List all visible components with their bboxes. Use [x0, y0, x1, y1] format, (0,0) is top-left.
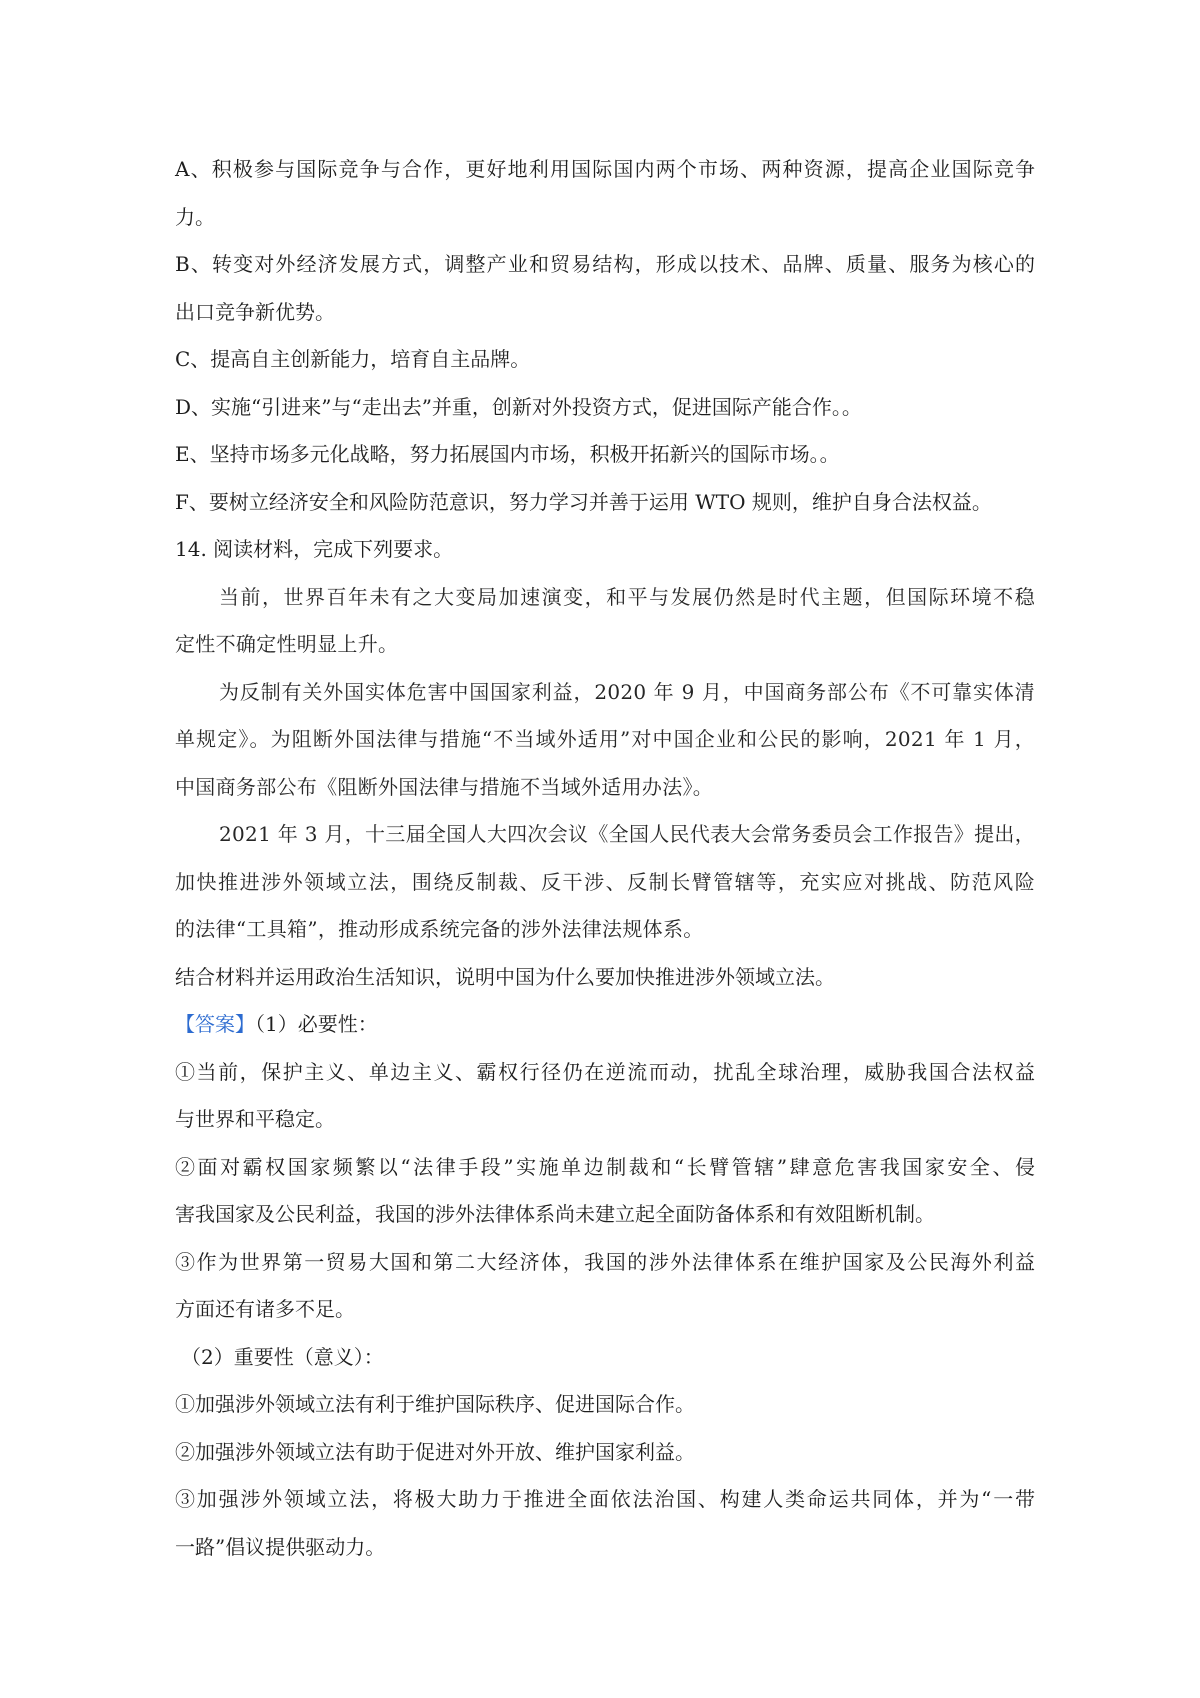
document-page — [175, 146, 1035, 1571]
answer-line: ②加强涉外领域立法有助于促进对外开放、维护国家利益。 — [175, 1439, 695, 1464]
answer-line: ①当前，保护主义、单边主义、霸权行径仍在逆流而动，扰乱全球治理，威胁我国合法权益 — [175, 1059, 1035, 1084]
answer-line: ③加强涉外领域立法，将极大助力于推进全面依法治国、构建人类命运共同体，并为“一带 — [175, 1487, 1035, 1511]
question-material — [175, 574, 1035, 954]
necessity-item — [175, 1049, 1035, 1144]
material-paragraph — [175, 574, 1035, 669]
question-prompt: 结合材料并运用政治生活知识，说明中国为什么要加快推进涉外领域立法。 — [175, 964, 835, 989]
option-b — [175, 241, 1035, 336]
material-line: 的法律“工具箱”，推动形成系统完备的涉外法律法规体系。 — [175, 917, 704, 941]
material-line: 当前，世界百年未有之大变局加速演变，和平与发展仍然是时代主题，但国际环境不稳 — [219, 584, 1035, 609]
answer-line: 方面还有诸多不足。 — [175, 1297, 355, 1321]
necessity-item — [175, 1239, 1035, 1334]
significance-item — [175, 1381, 1035, 1429]
option-line: D、实施“引进来”与“走出去”并重，创新对外投资方式，促进国际产能合作。。 — [175, 394, 862, 419]
option-d — [175, 384, 1035, 432]
answer-line: 一路”倡议提供驱动力。 — [175, 1534, 386, 1559]
option-f — [175, 479, 1035, 527]
material-line: 为反制有关外国实体危害中国国家利益，2020 年 9 月，中国商务部公布《不可靠实体清 — [219, 679, 1035, 704]
answer-line: ③作为世界第一贸易大国和第二大经济体，我国的涉外法律体系在维护国家及公民海外利益 — [175, 1249, 1035, 1274]
option-line: B、转变对外经济发展方式，调整产业和贸易结构，形成以技术、品牌、质量、服务为核心的 — [175, 252, 1035, 276]
question-stem: 14. 阅读材料，完成下列要求。 — [175, 537, 454, 561]
material-paragraph — [175, 669, 1035, 812]
option-a — [175, 146, 1035, 241]
answer-line: ②面对霸权国家频繁以“法律手段”实施单边制裁和“长臂管辖”肆意危害我国家安全、侵 — [175, 1154, 1035, 1179]
answer-label: 【答案】 — [175, 1012, 255, 1036]
material-line: 中国商务部公布《阻断外国法律与措施不当域外适用办法》。 — [175, 774, 714, 799]
option-c — [175, 336, 1035, 384]
answer-line: 害我国家及公民利益，我国的涉外法律体系尚未建立起全面防备体系和有效阻断机制。 — [175, 1202, 935, 1226]
necessity-heading: （1）必要性： — [255, 1012, 378, 1036]
answer-heading — [175, 1001, 1035, 1049]
necessity-item — [175, 1144, 1035, 1239]
significance-heading: （2）重要性（意义）： — [181, 1344, 384, 1369]
option-e — [175, 431, 1035, 479]
answer-line: 与世界和平稳定。 — [175, 1107, 335, 1131]
material-line: 加快推进涉外领域立法，围绕反制裁、反干涉、反制长臂管辖等，充实应对挑战、防范风险 — [175, 869, 1035, 894]
significance-item — [175, 1476, 1035, 1571]
material-paragraph — [175, 811, 1035, 954]
material-line: 2021 年 3 月，十三届全国人大四次会议《全国人民代表大会常务委员会工作报告》提出， — [219, 822, 1035, 846]
significance-item — [175, 1429, 1035, 1477]
option-line: 力。 — [175, 204, 215, 229]
option-line: A、积极参与国际竞争与合作，更好地利用国际国内两个市场、两种资源，提高企业国际竞争 — [175, 157, 1035, 181]
option-line: C、提高自主创新能力，培育自主品牌。 — [175, 347, 531, 371]
option-line: F、要树立经济安全和风险防范意识，努力学习并善于运用 WTO 规则，维护自身合法权益。 — [175, 489, 992, 514]
option-line: E、坚持市场多元化战略，努力拓展国内市场，积极开拓新兴的国际市场。。 — [175, 442, 840, 466]
material-line: 定性不确定性明显上升。 — [175, 632, 399, 656]
answer-line: ①加强涉外领域立法有利于维护国际秩序、促进国际合作。 — [175, 1392, 695, 1416]
option-line: 出口竞争新优势。 — [175, 299, 335, 324]
material-line: 单规定》。为阻断外国法律与措施“不当域外适用”对中国企业和公民的影响，2021 年 1 月， — [175, 727, 1035, 751]
answer-section — [175, 1001, 1035, 1571]
option-list — [175, 146, 1035, 526]
